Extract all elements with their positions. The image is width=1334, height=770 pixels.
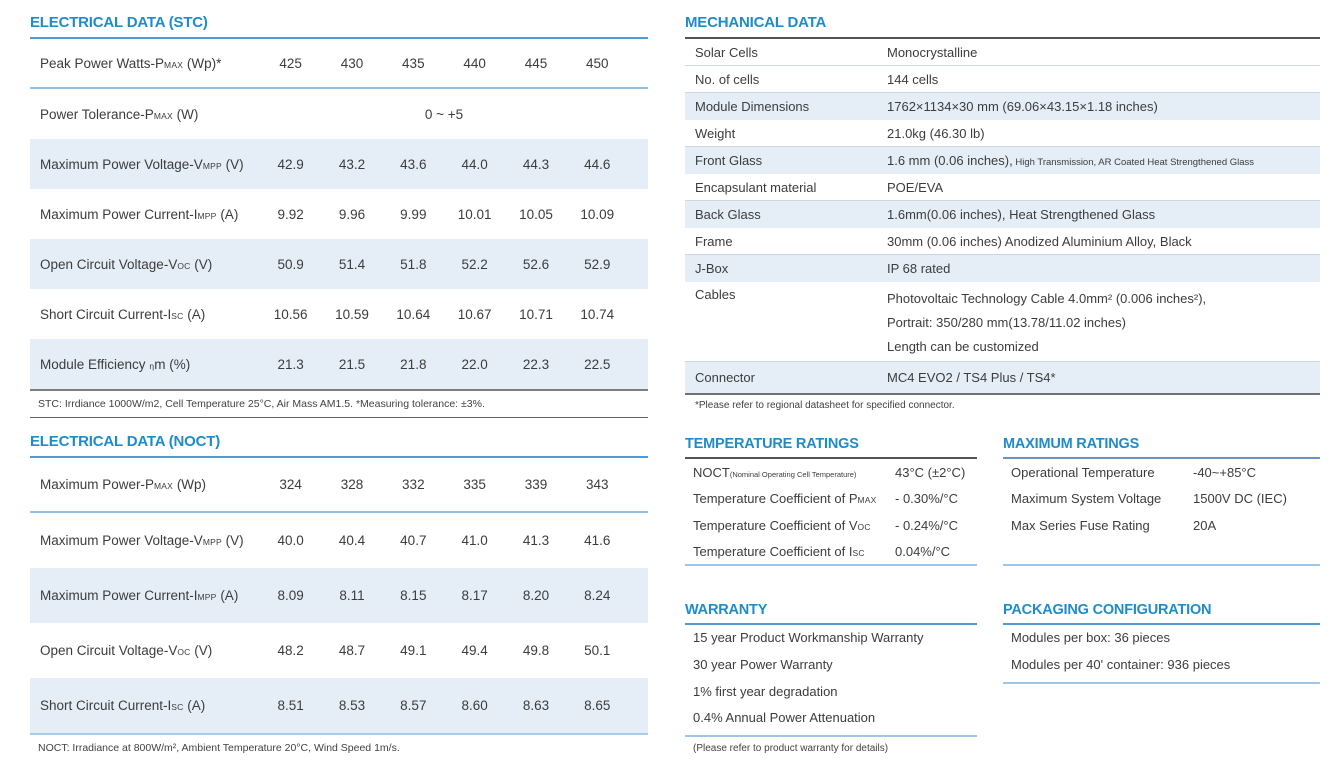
row-label-text: Short Circuit Current-I	[40, 698, 172, 713]
row-label-text: (V)	[190, 643, 213, 658]
mechanical-footnote: *Please refer to regional datasheet for specified connector.	[695, 400, 955, 411]
cell-value: 44.3	[522, 156, 550, 172]
table-row	[685, 39, 1320, 66]
packaging-configuration-section	[1003, 602, 1320, 684]
row-values	[260, 207, 628, 222]
table-row	[30, 513, 648, 568]
row-label-text: Temperature Coefficient of I	[693, 544, 853, 560]
cell-value: 10.64	[396, 306, 431, 322]
row-value	[887, 153, 1320, 168]
cell-value: 8.63	[522, 698, 550, 713]
cell-value: 21.3	[277, 356, 304, 372]
temperature-ratings-title: TEMPERATURE RATINGS	[685, 436, 977, 459]
list-item: Modules per 40' container: 936 pieces	[1011, 656, 1231, 672]
row-label-text: Open Circuit Voltage-V	[40, 643, 178, 658]
table-row	[30, 339, 648, 389]
row-label-text: Temperature Coefficient of V	[693, 517, 858, 533]
cell-value: 8.51	[277, 698, 304, 713]
row-label-text: Maximum Power Current-I	[40, 206, 198, 222]
table-row	[685, 201, 1320, 228]
row-value-text: POE/EVA	[887, 179, 944, 195]
row-label-text: (A)	[183, 698, 206, 713]
row-value	[887, 45, 1320, 60]
row-label-text: (A)	[216, 588, 239, 603]
cell-value: 8.20	[522, 588, 550, 603]
row-value-text: 144 cells	[887, 71, 939, 87]
stc-title: ELECTRICAL DATA (STC)	[30, 14, 648, 39]
cell-value: 42.9	[277, 156, 304, 172]
cell-value: 10.67	[457, 306, 492, 322]
maximum-ratings-section	[1003, 436, 1320, 566]
table-row	[1003, 512, 1320, 539]
row-label-text: NOCT	[693, 464, 730, 480]
cell-value: 22.0	[461, 356, 488, 372]
row-label	[30, 477, 260, 492]
cell-value: 49.4	[461, 643, 488, 658]
cell-value: 49.1	[400, 643, 427, 658]
cell-value: 10.01	[457, 206, 492, 222]
row-label: Cables	[695, 287, 736, 302]
row-label: Weight	[695, 125, 736, 141]
row-values	[260, 533, 628, 548]
cell-value: 8.09	[277, 588, 304, 603]
table-row	[685, 539, 977, 566]
row-value-line: Portrait: 350/280 mm(13.78/11.02 inches)	[887, 315, 1126, 330]
row-value	[887, 126, 1320, 141]
row-label-text: (Wp)*	[183, 55, 222, 71]
list-item: Modules per box: 36 pieces	[1011, 630, 1170, 645]
row-label-subscript: SC	[852, 548, 865, 559]
row-label-text: (A)	[183, 306, 206, 322]
row-label: Back Glass	[695, 207, 761, 222]
cell-value: 10.05	[519, 206, 553, 222]
cell-value: 40.4	[338, 533, 366, 548]
cell-value: 43.2	[338, 156, 366, 172]
table-row	[685, 174, 1320, 201]
row-value	[887, 234, 1320, 249]
table-row	[1003, 486, 1320, 513]
cell-value: 51.4	[338, 256, 366, 272]
row-label-subscript: OC	[177, 260, 191, 271]
row-label-text: Maximum Power Current-I	[40, 588, 198, 603]
row-value: 43°C (±2°C)	[895, 464, 966, 480]
row-value: 20A	[1193, 517, 1217, 533]
row-label-subscript: MPP	[197, 210, 217, 221]
row-label	[30, 643, 260, 658]
cell-value: 8.65	[584, 698, 611, 713]
row-label-subscript: MAX	[164, 59, 184, 70]
table-row	[30, 139, 648, 189]
row-values	[260, 257, 628, 272]
row-label-text: (V)	[221, 156, 244, 172]
row-label	[693, 465, 895, 480]
row-label	[30, 257, 260, 272]
table-row	[685, 228, 1320, 255]
temperature-ratings-section	[685, 436, 977, 566]
cell-value: 44.6	[584, 156, 611, 172]
section-divider	[30, 417, 648, 418]
row-label-text: Maximum Power Voltage-V	[40, 156, 203, 172]
cell-value: 51.8	[400, 256, 427, 272]
cell-value: 48.7	[338, 643, 366, 658]
row-value-text: 21.0kg (46.30 lb)	[887, 125, 985, 141]
row-label-text: (V)	[221, 533, 244, 548]
row-label: No. of cells	[695, 71, 760, 87]
cell-value: 430	[340, 55, 364, 71]
row-label: Frame	[695, 233, 733, 249]
cell-value: 10.71	[519, 306, 553, 322]
row-label-text: (A)	[216, 206, 239, 222]
row-label-text: (W)	[172, 106, 199, 122]
row-label-subscript: MAX	[153, 110, 173, 121]
cell-value: 41.3	[522, 533, 550, 548]
table-row	[30, 568, 648, 623]
cell-value: 8.60	[461, 698, 488, 713]
row-label-subscript: SC	[171, 702, 184, 712]
row-values	[260, 307, 628, 322]
cell-value: 440	[463, 55, 486, 71]
row-value-text: IP 68 rated	[887, 261, 951, 276]
row-value-text: 1.6 mm (0.06 inches),	[887, 153, 1013, 168]
packaging-items	[1003, 625, 1320, 684]
row-values	[260, 588, 628, 603]
table-row	[1003, 459, 1320, 486]
table-row	[685, 120, 1320, 147]
row-value	[887, 207, 1320, 222]
row-label-text: Power Tolerance-P	[40, 106, 154, 122]
cell-value: 335	[463, 477, 486, 492]
cell-value: 9.99	[400, 206, 427, 222]
row-value: - 0.30%/°C	[895, 491, 959, 507]
cell-value: 22.3	[522, 356, 550, 372]
table-row	[685, 486, 977, 513]
row-label: Maximum System Voltage	[1011, 491, 1162, 507]
row-value-text: 1762×1134×30 mm (69.06×43.15×1.18 inches)	[887, 99, 1158, 114]
cell-value: 21.5	[338, 356, 366, 372]
row-label-small-text: (Nominal Operating Cell Temperature)	[729, 469, 857, 479]
row-label	[30, 207, 260, 222]
cell-value: 445	[524, 55, 548, 71]
noct-footnote: NOCT: Irradiance at 800W/m², Ambient Temperature 20°C, Wind Speed 1m/s.	[38, 742, 400, 754]
row-label	[693, 544, 895, 559]
table-row	[685, 362, 1320, 393]
cell-value: 450	[586, 55, 609, 71]
cell-value: 48.2	[277, 643, 304, 658]
cell-value: 52.2	[461, 256, 488, 272]
table-row	[30, 239, 648, 289]
packaging-title: PACKAGING CONFIGURATION	[1003, 602, 1320, 625]
row-label: Encapsulant material	[695, 179, 817, 195]
row-value	[887, 72, 1320, 87]
row-label: J-Box	[695, 261, 729, 276]
cell-value: 43.6	[400, 156, 427, 172]
cell-value: 9.96	[338, 206, 366, 222]
row-label-subscript: MPP	[197, 592, 217, 602]
row-label	[30, 698, 260, 713]
row-label-text: Peak Power Watts-P	[40, 55, 165, 71]
row-value	[887, 99, 1320, 114]
row-label	[30, 157, 260, 172]
electrical-data-noct-section	[30, 433, 648, 754]
cell-value: 21.8	[400, 356, 427, 372]
table-row	[30, 678, 648, 733]
row-label	[693, 491, 895, 506]
cell-value: 44.0	[461, 156, 488, 172]
cell-value: 50.9	[277, 256, 304, 272]
row-value-line: Length can be customized	[887, 339, 1039, 354]
cell-value: 10.74	[580, 306, 615, 322]
cell-value: 435	[402, 55, 425, 71]
table-row	[685, 93, 1320, 120]
cell-value: 332	[402, 477, 425, 492]
row-label-subscript: MAX	[154, 481, 174, 491]
cell-value: 52.9	[584, 256, 611, 272]
maximum-ratings-title: MAXIMUM RATINGS	[1003, 436, 1320, 459]
electrical-data-stc-section	[30, 14, 648, 418]
row-label-subscript: OC	[857, 521, 871, 532]
cell-value: 40.0	[277, 533, 304, 548]
table-row	[30, 189, 648, 239]
row-value: -40~+85°C	[1193, 464, 1257, 480]
table-row	[30, 623, 648, 678]
row-value	[887, 370, 1320, 385]
row-values	[260, 157, 628, 172]
table-row	[685, 282, 1320, 362]
cell-value: 8.24	[584, 588, 611, 603]
cell-value: 9.92	[277, 206, 304, 222]
mechanical-title: MECHANICAL DATA	[685, 14, 1320, 39]
cell-value: 22.5	[584, 356, 611, 372]
row-value-text: Monocrystalline	[887, 44, 978, 60]
list-item: 0.4% Annual Power Attenuation	[693, 710, 876, 726]
warranty-footnote: (Please refer to product warranty for details)	[693, 743, 889, 755]
mechanical-data-section	[685, 14, 1320, 411]
row-value: - 0.24%/°C	[895, 517, 959, 533]
cell-value: 8.15	[400, 588, 427, 603]
table-row	[685, 255, 1320, 282]
row-value	[887, 261, 1320, 276]
cell-value: 52.6	[522, 256, 550, 272]
stc-footnote: STC: Irrdiance 1000W/m2, Cell Temperature 25°C, Air Mass AM1.5. *Measuring tolerance: ±3%.	[38, 398, 485, 410]
cell-value: 8.53	[338, 698, 366, 713]
row-label-text: (Wp)	[173, 477, 207, 492]
warranty-items	[685, 625, 977, 737]
cell-value: 10.09	[580, 206, 615, 222]
cell-value: 40.7	[400, 533, 427, 548]
table-row	[30, 39, 648, 89]
row-label-subscript: MPP	[202, 537, 222, 547]
cell-value: 8.17	[461, 588, 488, 603]
table-row	[685, 66, 1320, 93]
row-label-subscript: η	[149, 360, 155, 371]
row-value-text: MC4 EVO2 / TS4 Plus / TS4*	[887, 370, 1056, 385]
row-label: Connector	[695, 370, 755, 385]
row-label	[30, 357, 260, 372]
cell-value: 50.1	[584, 643, 611, 658]
row-values	[260, 357, 628, 372]
table-row	[685, 147, 1320, 174]
row-label-text: (V)	[190, 256, 213, 272]
row-label-text: m (%)	[154, 356, 191, 372]
list-item: 15 year Product Workmanship Warranty	[693, 630, 924, 645]
cell-value: 425	[279, 55, 302, 71]
stc-table	[30, 39, 648, 391]
row-span-value: 0 ~ +5	[424, 106, 464, 122]
row-label: Module Dimensions	[695, 99, 810, 114]
row-label	[30, 107, 260, 122]
row-label	[693, 518, 895, 533]
table-row	[30, 289, 648, 339]
cell-value: 343	[586, 477, 609, 492]
row-label: Max Series Fuse Rating	[1011, 517, 1150, 533]
mechanical-table	[685, 39, 1320, 395]
cell-value: 41.6	[584, 533, 611, 548]
row-label	[30, 307, 260, 322]
row-label-subscript: SC	[171, 310, 184, 321]
row-label-text: Maximum Power-P	[40, 477, 155, 492]
cell-value: 10.56	[273, 306, 308, 322]
row-label	[30, 56, 260, 71]
row-label: Solar Cells	[695, 44, 758, 60]
warranty-title: WARRANTY	[685, 602, 977, 625]
row-label-text: Short Circuit Current-I	[40, 306, 172, 322]
cell-value: 10.59	[335, 306, 369, 322]
row-label-text: Module Efficiency	[40, 356, 150, 372]
table-row	[30, 458, 648, 513]
noct-title: ELECTRICAL DATA (NOCT)	[30, 433, 648, 458]
row-value: 1500V DC (IEC)	[1193, 491, 1287, 507]
table-row	[30, 89, 648, 139]
row-value-text: 30mm (0.06 inches) Anodized Aluminium Alloy, Black	[887, 233, 1192, 249]
cell-value: 41.0	[461, 533, 488, 548]
row-value-line: Photovoltaic Technology Cable 4.0mm² (0.006 inches²),	[887, 291, 1207, 306]
cell-value: 8.57	[400, 698, 427, 713]
list-item: 30 year Power Warranty	[693, 656, 833, 672]
table-row	[685, 512, 977, 539]
cell-value: 328	[340, 477, 364, 492]
row-value: 0.04%/°C	[895, 544, 951, 560]
cell-value: 339	[524, 477, 548, 492]
row-label	[30, 533, 260, 548]
row-value-text: 1.6mm(0.06 inches), Heat Strengthened Glass	[887, 207, 1156, 222]
row-value-small-text: High Transmission, AR Coated Heat Strengthened Glass	[1012, 157, 1255, 168]
row-values	[260, 56, 628, 71]
row-label-text: Temperature Coefficient of P	[693, 491, 858, 507]
cell-value: 324	[279, 477, 302, 492]
row-label-subscript: MAX	[857, 495, 877, 506]
row-label-subscript: OC	[177, 647, 191, 657]
list-item: 1% first year degradation	[693, 683, 838, 699]
row-value	[887, 287, 1320, 359]
row-label-subscript: MPP	[202, 160, 222, 171]
cell-value: 8.11	[339, 588, 365, 603]
row-label	[30, 588, 260, 603]
row-label-text: Open Circuit Voltage-V	[40, 256, 178, 272]
row-label: Operational Temperature	[1011, 464, 1155, 480]
cell-value: 49.8	[522, 643, 550, 658]
row-label-text: Maximum Power Voltage-V	[40, 533, 203, 548]
noct-table	[30, 458, 648, 735]
row-values	[260, 698, 628, 713]
row-value	[887, 180, 1320, 195]
row-values	[260, 477, 628, 492]
row-label: Front Glass	[695, 153, 763, 168]
table-row	[685, 459, 977, 486]
warranty-section	[685, 602, 977, 754]
row-values	[260, 643, 628, 658]
